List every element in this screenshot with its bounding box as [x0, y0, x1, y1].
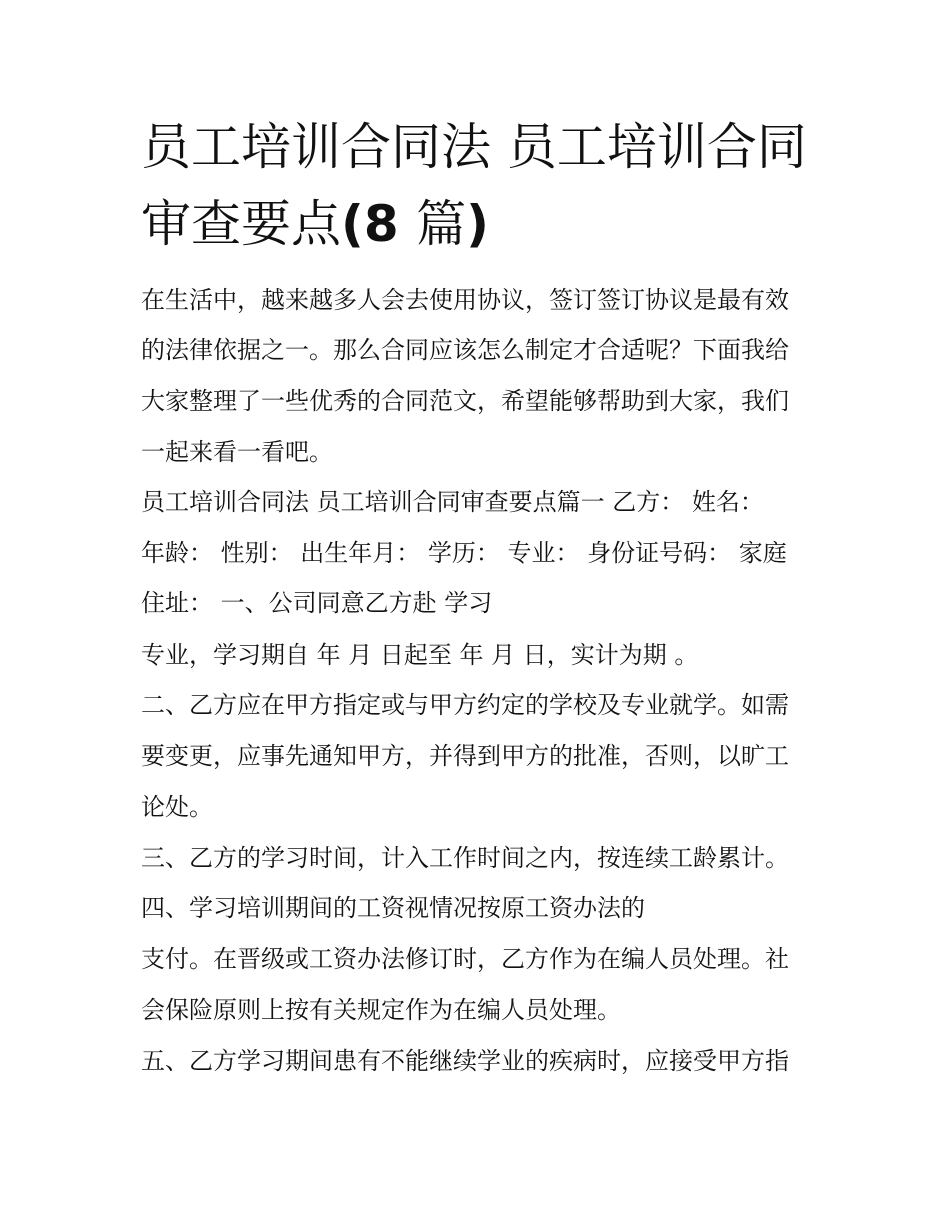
text-line-3: 大家整理了一些优秀的合同范文，希望能够帮助到大家，我们 — [141, 387, 789, 415]
title-text: 审查要点 — [141, 195, 341, 253]
text-line-1: 在生活中，越来越多人会去使用协议，签订签订协议是最有效 — [141, 286, 789, 314]
text-line-5: 员工培训合同法 员工培训合同审查要点篇一 乙方： 姓名： — [141, 488, 764, 516]
text-line-12: 三、乙方的学习时间，计入工作时间之内，按连续工龄累计。 — [141, 844, 789, 872]
text-line-14: 支付。在晋级或工资办法修订时，乙方作为在编人员处理。社 — [141, 945, 789, 973]
text-line-13: 四、学习培训期间的工资视情况按原工资办法的 — [141, 894, 645, 922]
text-line-10: 要变更，应事先通知甲方，并得到甲方的批准，否则，以旷工 — [141, 742, 789, 770]
text-line-9: 二、乙方应在甲方指定或与甲方约定的学校及专业就学。如需 — [141, 691, 789, 719]
text-line-11: 论处。 — [141, 793, 213, 821]
text-line-4: 一起来看一看吧。 — [141, 438, 333, 466]
document-title-line-1: 员工培训合同法 员工培训合同 — [141, 118, 807, 176]
title-paren-close: ) — [466, 195, 489, 253]
text-line-8: 专业，学习期自 年 月 日起至 年 月 日，实计为期 。 — [141, 641, 699, 669]
text-line-15: 会保险原则上按有关规定作为在编人员处理。 — [141, 996, 621, 1024]
title-count: (8 — [341, 195, 417, 253]
document-title-line-2 — [141, 186, 841, 262]
text-line-2: 的法律依据之一。那么合同应该怎么制定才合适呢？下面我给 — [141, 336, 789, 364]
text-line-7: 住址： 一、公司同意乙方赴 学习 — [141, 589, 493, 617]
text-line-6: 年龄： 性别： 出生年月： 学历： 专业： 身份证号码： 家庭 — [141, 539, 787, 567]
text-line-16: 五、乙方学习期间患有不能继续学业的疾病时，应接受甲方指 — [141, 1047, 789, 1075]
title-text-suffix: 篇 — [416, 195, 467, 253]
